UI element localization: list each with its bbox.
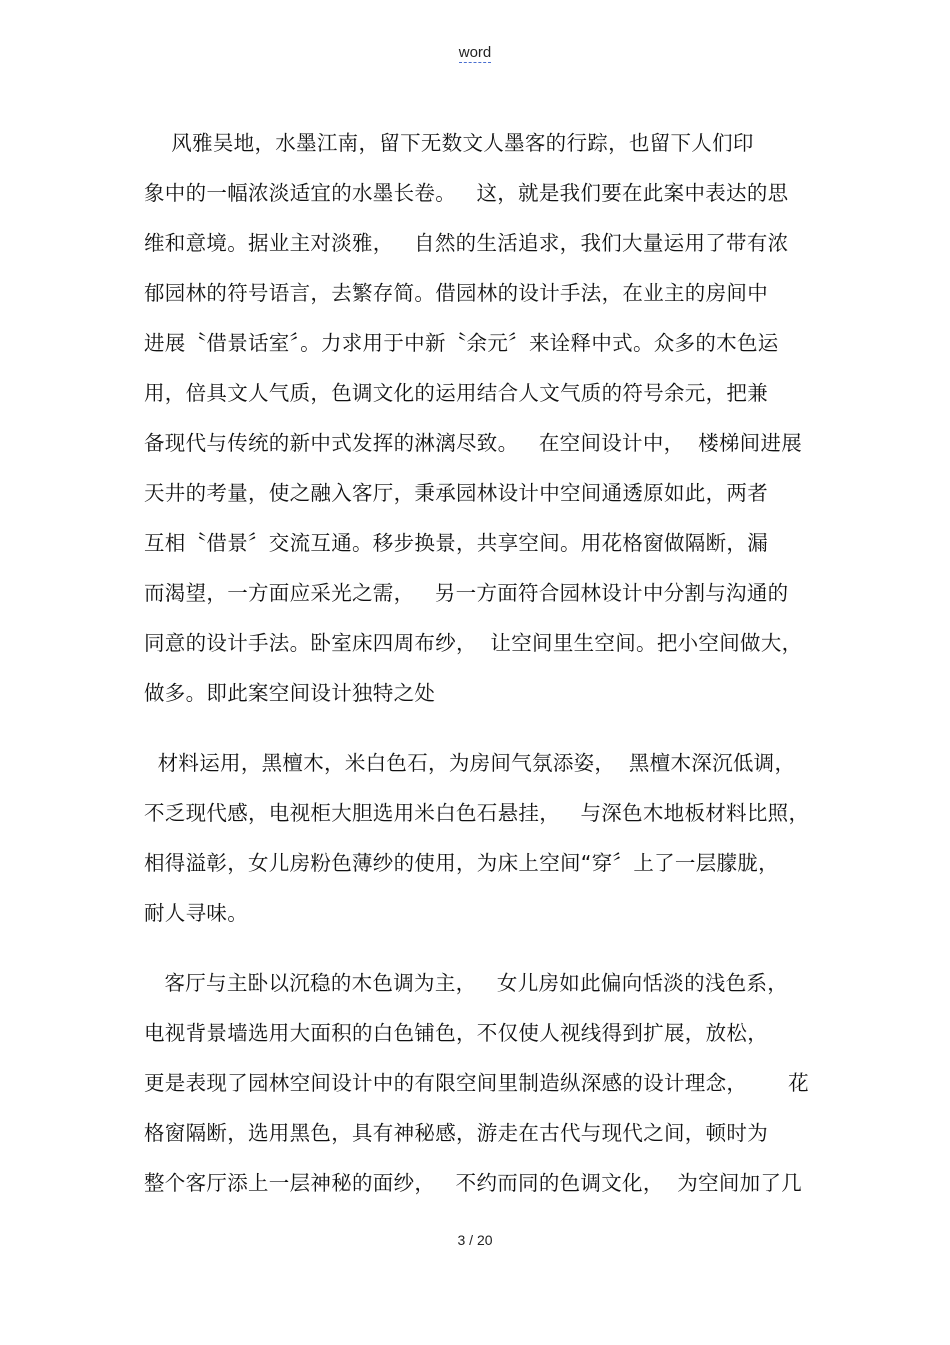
text-line: 备现代与传统的新中式发挥的淋漓尽致。 在空间设计中， 楼梯间进展 [144,431,803,455]
text-line: 进展〝借景话室〞。力求用于中新〝余元〞来诠释中式。众多的木色运 [144,331,779,355]
text-line: 而渴望，一方面应采光之需， 另一方面符合园林设计中分割与沟通的 [144,581,789,605]
paragraph-1 [144,118,824,718]
paragraph-gap [144,718,824,738]
header-title: word [458,44,492,61]
text-line: 同意的设计手法。卧室床四周布纱， 让空间里生空间。把小空间做大， [144,631,803,655]
paragraph-gap [144,938,824,958]
text-line: 风雅吴地，水墨江南，留下无数文人墨客的行踪，也留下人们印 [144,131,754,155]
document-body [144,118,824,1208]
text-line: 格窗隔断，选用黑色，具有神秘感，游走在古代与现代之间，顿时为 [144,1121,768,1145]
text-line: 郁园林的符号语言，去繁存简。借园林的设计手法，在业主的房间中 [144,281,768,305]
text-line: 用，倍具文人气质，色调文化的运用结合人文气质的符号余元，把兼 [144,381,768,405]
text-line: 象中的一幅浓淡适宜的水墨长卷。 这，就是我们要在此案中表达的思 [144,181,789,205]
text-line: 耐人寻味。 [144,901,248,925]
text-line: 互相〝借景〞交流互通。移步换景，共享空间。用花格窗做隔断，漏 [144,531,768,555]
text-line: 材料运用，黑檀木，米白色石，为房间气氛添姿， 黑檀木深沉低调， [144,751,796,775]
text-line: 整个客厅添上一层神秘的面纱， 不约而同的色调文化， 为空间加了几 [144,1171,803,1195]
text-line: 维和意境。据业主对淡雅， 自然的生活追求，我们大量运用了带有浓 [144,231,789,255]
text-line: 不乏现代感，电视柜大胆选用米白色石悬挂， 与深色木地板材料比照， [144,801,810,825]
text-line: 做多。即此案空间设计独特之处 [144,681,436,705]
document-header [0,44,950,61]
text-line: 天井的考量，使之融入客厅，秉承园林设计中空间通透原如此，两者 [144,481,768,505]
text-line: 相得溢彰，女儿房粉色薄纱的使用，为床上空间“穿〞上了一层朦胧， [144,851,779,875]
page-number: 3 / 20 [457,1232,493,1248]
text-line: 客厅与主卧以沉稳的木色调为主， 女儿房如此偏向恬淡的浅色系， [144,971,789,995]
text-line: 电视背景墙选用大面积的白色铺色，不仅使人视线得到扩展，放松， [144,1021,768,1045]
paragraph-2 [144,738,824,938]
paragraph-3 [144,958,824,1208]
text-line: 更是表现了园林空间设计中的有限空间里制造纵深感的设计理念， 花 [144,1071,809,1095]
